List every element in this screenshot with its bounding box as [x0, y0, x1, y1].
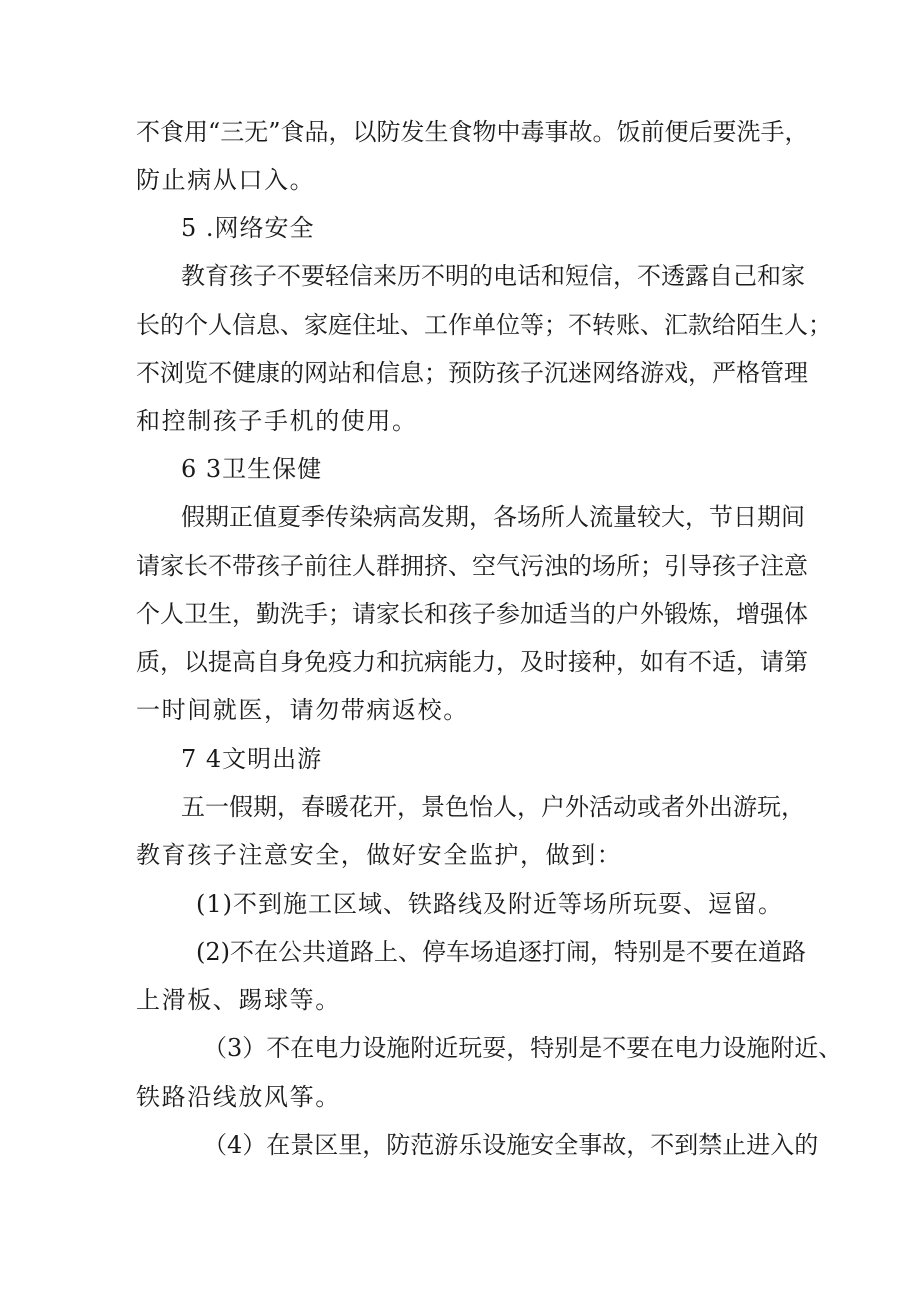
- body-text-line: 假期正值夏季传染病高发期，各场所人流量较大，节日期间: [181, 503, 805, 531]
- list-item-continued: 上滑板、踢球等。: [136, 986, 341, 1014]
- section-heading-network-safety: 5 .网络安全: [181, 214, 315, 242]
- section-heading-travel: 7 4文明出游: [181, 745, 323, 773]
- body-text-line: 防止病从口入。: [136, 166, 316, 194]
- section-heading-health: 6 3卫生保健: [181, 455, 323, 483]
- body-text-line: 个人卫生，勤洗手；请家长和孩子参加适当的户外锻炼，增强体: [136, 600, 808, 628]
- body-text-line: 五一假期，春暖花开，景色怡人，户外活动或者外出游玩，: [181, 793, 805, 821]
- list-item: （3）不在电力设施附近玩耍，特别是不要在电力设施附近、: [203, 1034, 843, 1062]
- list-item: (2)不在公共道路上、停车场追逐打闹，特别是不要在道路: [196, 938, 806, 966]
- body-text-line: 教育孩子不要轻信来历不明的电话和短信，不透露自己和家: [181, 262, 805, 290]
- body-text-line: 教育孩子注意安全，做好安全监护，做到：: [136, 841, 623, 869]
- body-text-line: 不浏览不健康的网站和信息；预防孩子沉迷网络游戏，严格管理: [136, 359, 808, 387]
- list-item: (1)不到施工区域、铁路线及附近等场所玩耍、逗留。: [196, 890, 783, 918]
- body-text-line: 一时间就医，请勿带病返校。: [136, 696, 469, 724]
- body-text-line: 质，以提高自身免疫力和抗病能力，及时接种，如有不适，请第: [136, 648, 808, 676]
- body-text-line: 长的个人信息、家庭住址、工作单位等；不转账、汇款给陌生人；: [136, 311, 832, 339]
- list-item: （4）在景区里，防范游乐设施安全事故，不到禁止进入的: [203, 1131, 819, 1159]
- body-text-line: 请家长不带孩子前往人群拥挤、空气污浊的场所；引导孩子注意: [136, 552, 808, 580]
- body-text-line: 不食用“三无”食品，以防发生食物中毒事故。饭前便后要洗手，: [136, 118, 809, 146]
- body-text-line: 和控制孩子手机的使用。: [136, 407, 418, 435]
- list-item-continued: 铁路沿线放风筝。: [136, 1083, 341, 1111]
